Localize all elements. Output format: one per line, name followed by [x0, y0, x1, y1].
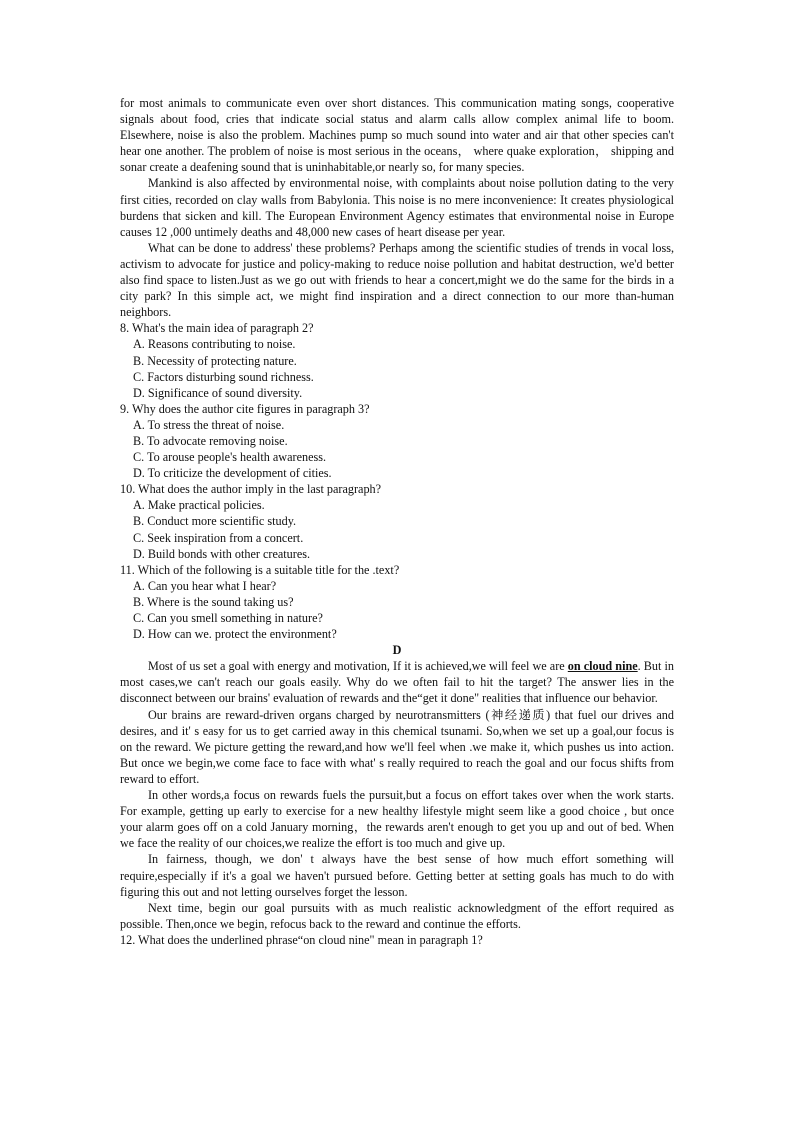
passage-d-paragraph-2: Our brains are reward-driven organs charged by neurotransmitters (神经递质) that fuel our drives and desires, and it' s easy for us to get carried away in this chemical tsunami. So,when we set up a goal,our focus is on the reward. We picture getting the reward,and how we'll feel when .we make it, which pushes us into action. But once we begin,we come face to face with what' s really required to reach the goal and our focus shifts from reward to effort.: [120, 707, 674, 786]
option-d: D. Significance of sound diversity.: [133, 385, 303, 400]
option-b: B. Necessity of protecting nature.: [133, 353, 297, 368]
option-d: D. To criticize the development of cities.: [133, 466, 332, 481]
passage-c-paragraph-3: What can be done to address' these problems? Perhaps among the scientific studies of trends in vocal loss, activism to advocate for justice and policy-making to reduce noise pollution and habitat destruction, we'd better also find space to listen.Just as we go out with friends to hear a concert,might we do the same for the birds in a city park? In this simple act, we might find inspiration and a direct connection to our more than-human neighbors.: [120, 240, 674, 320]
passage-d-paragraph-4: In fairness, though, we don' t always have the best sense of how much effort something will require,especially if it's a goal we haven't pursued before. Getting better at setting goals has much to do with figuring this out and not letting ourselves forget the lesson.: [120, 852, 674, 899]
option-b: B. Conduct more scientific study.: [133, 514, 297, 529]
question-12-stem: 12. What does the underlined phrase“on cloud nine" mean in paragraph 1?: [120, 932, 483, 947]
option-a: A. Make practical policies.: [133, 498, 265, 513]
option-a: A. To stress the threat of noise.: [133, 417, 285, 432]
question-9: [120, 401, 674, 481]
option-c: C. Factors disturbing sound richness.: [133, 369, 314, 384]
passage-c-paragraph-2: Mankind is also affected by environmental noise, with complaints about noise pollution dating to the very first cities, recorded on clay walls from Babylonia. This noise is no mere inconvenience: It creates physiological burdens that sicken and kill. The European Environment Agency estimates that environmental noise in Europe causes 12 ,000 untimely deaths and 48,000 new cases of heart disease per year.: [120, 176, 674, 239]
paragraph-text: . But in most cases,we can't reach our goals easily. Why do we often fail to hit the target? The answer lies in the disconnect between our brains' evaluation of rewards and the“get it done" realities that influence our behavior.: [120, 659, 674, 706]
question-8: [120, 320, 674, 400]
option-b: B. To advocate removing noise.: [133, 433, 288, 448]
passage-d-paragraph-5: Next time, begin our goal pursuits with as much realistic acknowledgment of the effort required as possible. Then,once we begin, refocus back to the reward and continue the efforts.: [120, 900, 674, 931]
question-stem: 9. Why does the author cite figures in paragraph 3?: [120, 401, 370, 416]
option-c: C. To arouse people's health awareness.: [133, 450, 327, 465]
paragraph-text: Most of us set a goal with energy and motivation, If it is achieved,we will feel we are: [148, 659, 568, 674]
question-stem: 10. What does the author imply in the last paragraph?: [120, 482, 382, 497]
question-stem: 8. What's the main idea of paragraph 2?: [120, 321, 314, 336]
option-c: C. Can you smell something in nature?: [133, 611, 323, 625]
question-10: [120, 481, 674, 561]
passage-d-paragraph-1: [120, 658, 674, 706]
option-b: B. Where is the sound taking us?: [133, 594, 294, 609]
option-a: A. Reasons contributing to noise.: [133, 337, 296, 352]
option-d: D. How can we. protect the environment?: [133, 627, 337, 642]
passage-c-paragraph-1-continued: for most animals to communicate even over short distances. This communication mating songs, cooperative signals about food, cries that indicate social status and alarm calls allow complex animal life to boom. Elsewhere, noise is also the problem. Machines pump so much sound into water and air that other species can't hear one another. The problem of noise is most serious in the oceans， where quake exploration， shipping and sonar create a deafening sound that is uninhabitable,or nearly so, for many species.: [120, 96, 674, 175]
section-d-heading: D: [392, 643, 402, 658]
passage-d-paragraph-3: In other words,a focus on rewards fuels the pursuit,but a focus on effort takes over when the work starts. For example, getting up early to exercise for a new healthy lifestyle might seem like a good choice , but once your alarm goes off on a cold January morning，the rewards aren't enough to get you up and out of bed. When we face the reality of our choices,we realize the effort is too much and give up.: [120, 788, 674, 851]
option-c: C. Seek inspiration from a concert.: [133, 530, 304, 545]
option-d: D. Build bonds with other creatures.: [133, 546, 311, 561]
document-page: [120, 95, 674, 948]
question-stem: 11. Which of the following is a suitable title for the .text?: [120, 562, 400, 577]
underlined-phrase: on cloud nine: [567, 659, 638, 674]
option-a: A. Can you hear what I hear?: [133, 578, 277, 593]
question-11: [120, 562, 674, 642]
